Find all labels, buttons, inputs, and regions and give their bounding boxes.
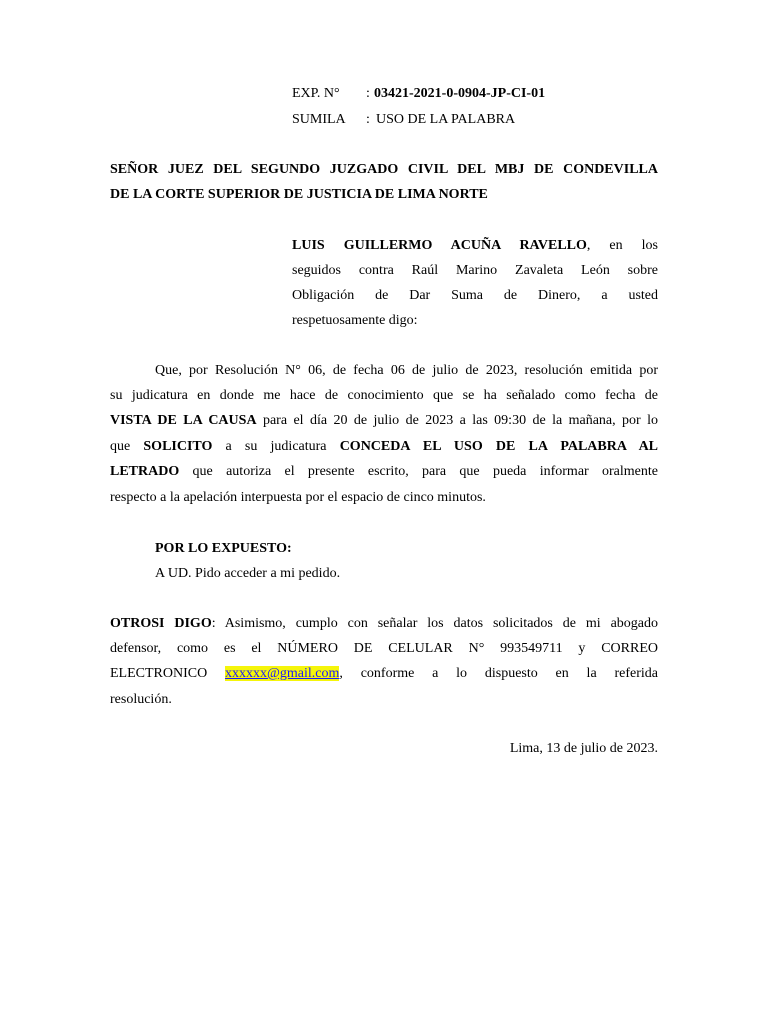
- addressee-line-2: DE LA CORTE SUPERIOR DE JUSTICIA DE LIMA NORTE: [110, 187, 488, 202]
- email-link[interactable]: xxxxxx@gmail.com: [225, 666, 340, 681]
- intro-line-2: seguidos contra Raúl Marino Zavaleta León sobre: [292, 263, 658, 278]
- sumilla-label: SUMILA: [292, 112, 346, 127]
- otrosi-label: OTROSI DIGO: [110, 616, 212, 631]
- closing-text: A UD. Pido acceder a mi pedido.: [155, 566, 341, 581]
- body-line-5: LETRADO que autoriza el presente escrito, para que pueda informar oralmente: [110, 464, 658, 479]
- exp-separator: :: [366, 86, 370, 101]
- body-line-1: Que, por Resolución N° 06, de fecha 06 de julio de 2023, resolución emitida por: [155, 363, 658, 378]
- body-line-3: VISTA DE LA CAUSA para el día 20 de julio de 2023 a las 09:30 de la mañana, por lo: [110, 413, 658, 428]
- closing-heading: POR LO EXPUESTO:: [155, 541, 292, 556]
- exp-label: EXP. N°: [292, 86, 340, 101]
- body-line-2: su judicatura en donde me hace de conocimiento que se ha señalado como fecha de: [110, 388, 658, 403]
- sumilla-separator: :: [366, 112, 370, 127]
- otrosi-line-1: OTROSI DIGO: Asimismo, cumplo con señalar los datos solicitados de mi abogado: [110, 616, 658, 631]
- otrosi-line-4: resolución.: [110, 692, 172, 707]
- intro-line-4: respetuosamente digo:: [292, 313, 418, 328]
- intro-line-1: LUIS GUILLERMO ACUÑA RAVELLO, en los: [292, 238, 658, 253]
- addressee-line-1: SEÑOR JUEZ DEL SEGUNDO JUZGADO CIVIL DEL MBJ DE CONDEVILLA: [110, 162, 658, 177]
- petitioner-name: LUIS GUILLERMO ACUÑA RAVELLO: [292, 238, 587, 253]
- otrosi-line-3: ELECTRONICO xxxxxx@gmail.com, conforme a lo dispuesto en la referida: [110, 666, 658, 681]
- body-line-6: respecto a la apelación interpuesta por el espacio de cinco minutos.: [110, 490, 486, 505]
- body-line-4: que SOLICITO a su judicatura CONCEDA EL USO DE LA PALABRA AL: [110, 439, 659, 454]
- sumilla-value: USO DE LA PALABRA: [376, 112, 516, 127]
- date-line: Lima, 13 de julio de 2023.: [509, 741, 658, 756]
- intro-line-3: Obligación de Dar Suma de Dinero, a usted: [292, 288, 658, 303]
- otrosi-line-2: defensor, como es el NÚMERO DE CELULAR N° 993549711 y CORREO: [110, 641, 658, 656]
- exp-number: 03421-2021-0-0904-JP-CI-01: [374, 86, 546, 101]
